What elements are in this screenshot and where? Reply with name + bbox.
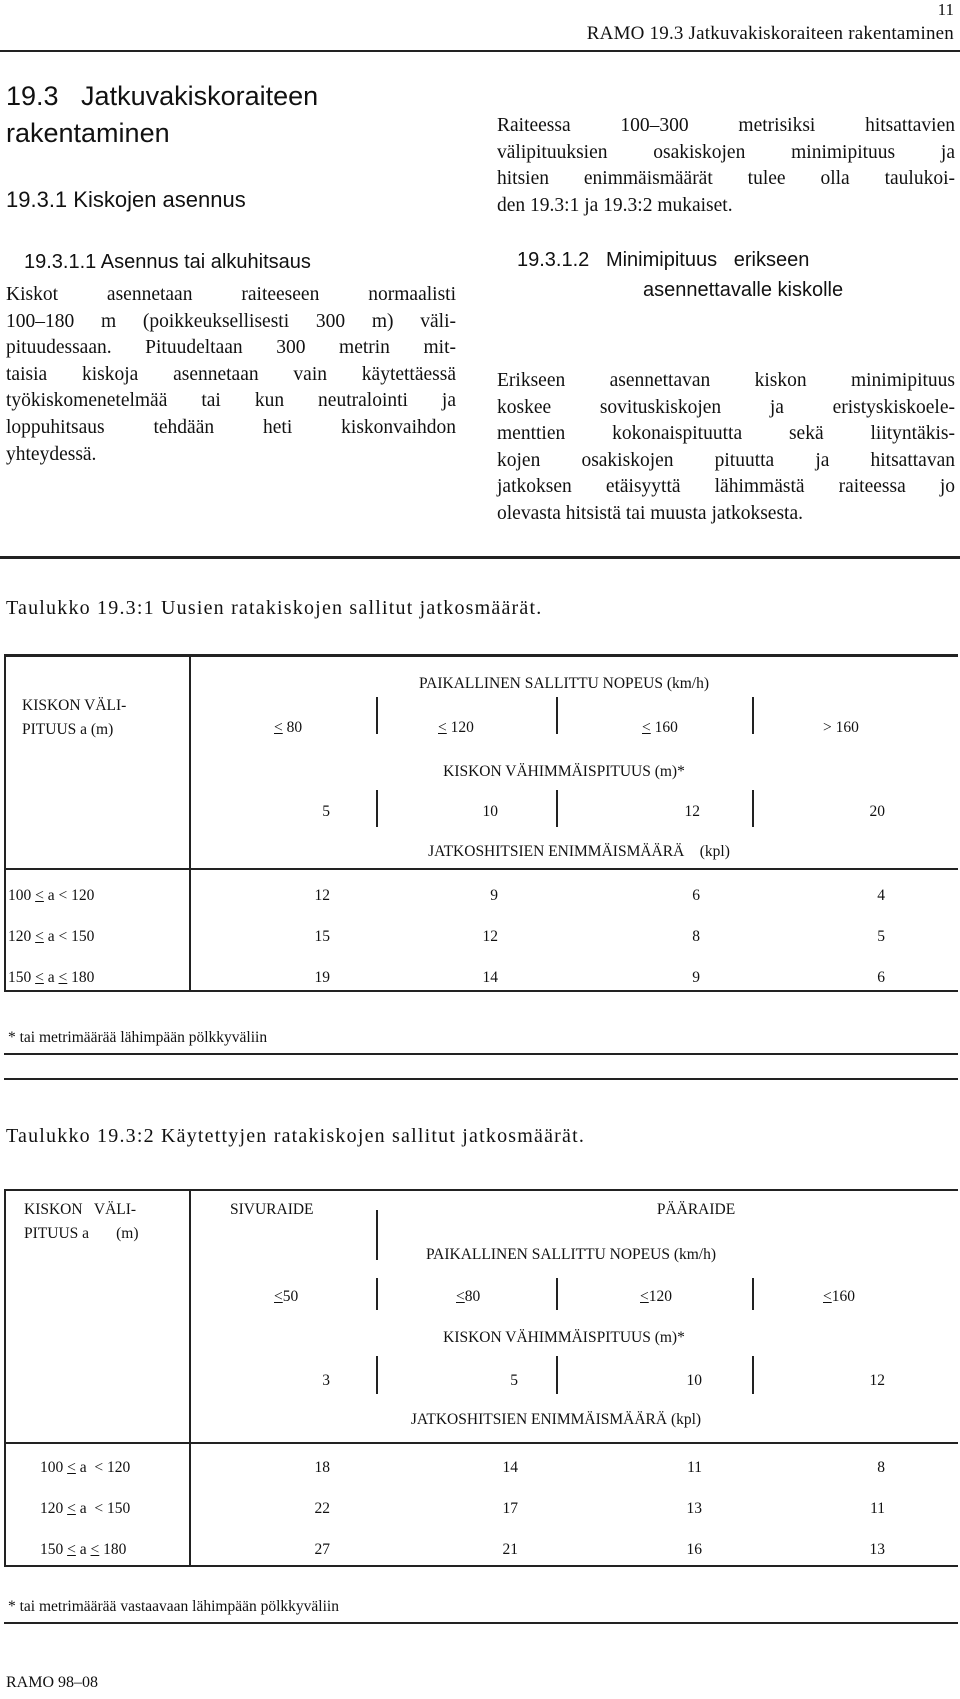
table2-min-length: 5 (510, 1372, 518, 1389)
text-line: kojen osakiskojen pituutta ja hitsattavan (497, 449, 955, 471)
page-number: 11 (937, 0, 954, 19)
table-cell: 13 (686, 1500, 702, 1517)
text-line: Raiteessa 100–300 metrisiksi hitsattavien (497, 115, 955, 136)
table1-speed-label: PAIKALLINEN SALLITTU NOPEUS (km/h) (418, 675, 710, 692)
table-row-range: 100 < a < 120 (40, 1459, 131, 1476)
table-cell: 9 (490, 887, 498, 904)
table2-row-header-line2: PITUUS a (m) (24, 1225, 139, 1242)
table2-speed-3: <120 (640, 1288, 672, 1305)
section-rule (0, 556, 960, 559)
table1-caption: Taulukko 19.3:1 Uusien ratakiskojen sallitut jatkosmäärät. (6, 597, 543, 619)
table-cell: 18 (314, 1459, 330, 1476)
text-line: välipituuksien osakiskojen minimipituus ja (497, 141, 955, 163)
table-row-range: 120 < a < 150 (8, 928, 95, 945)
section-title-line2: rakentaminen (6, 118, 170, 148)
table1-min-length: 10 (482, 803, 498, 820)
table-cell: 14 (502, 1459, 518, 1476)
table2-max-welds-label: JATKOSHITSIEN ENIMMÄISMÄÄRÄ (kpl) (410, 1411, 702, 1428)
subsubsection-title-2-line1: 19.3.1.2 Minimipituus erikseen (517, 249, 810, 271)
table-cell: 21 (502, 1541, 518, 1558)
text-line: työkiskomenetelmää tai kun neutralointi ja (6, 390, 456, 412)
table-cell: 27 (314, 1541, 330, 1558)
table1-speed-2: < 120 (438, 719, 474, 736)
subsection-title: 19.3.1 Kiskojen asennus (6, 187, 246, 212)
section-title (6, 78, 318, 152)
table2-speed-1: <50 (274, 1288, 299, 1305)
table-cell: 12 (314, 887, 330, 904)
table2-min-length: 12 (869, 1372, 885, 1389)
table1-min-length: 12 (684, 803, 700, 820)
table-cell: 13 (869, 1541, 885, 1558)
table1-row-header-line1: KISKON VÄLI- (22, 697, 127, 714)
footer-doc-id: RAMO 98–08 (6, 1674, 99, 1691)
section-title-line1: 19.3 Jatkuvakiskoraiteen (6, 81, 319, 111)
table-cell: 11 (687, 1459, 702, 1476)
table-cell: 14 (482, 969, 498, 986)
text-line: pituudessaan. Pituudeltaan 300 metrin mit- (6, 337, 456, 359)
table1-min-length: 20 (869, 803, 885, 820)
text-line: Kiskot asennetaan raiteeseen normaalisti (6, 284, 456, 305)
table-cell: 22 (314, 1500, 330, 1517)
table2-main-label: PÄÄRAIDE (656, 1201, 736, 1218)
table2-speed-4: <160 (823, 1288, 855, 1305)
subsubsection-title-2 (517, 245, 955, 305)
table2-min-length-label: KISKON VÄHIMMÄISPITUUS (m)* (443, 1329, 685, 1346)
table2-footnote: * tai metrimäärää vastaavaan lähimpään pölkkyväliin (8, 1598, 339, 1615)
table2-speed-2: <80 (456, 1288, 481, 1305)
table-row-range: 150 < a < 180 (40, 1541, 127, 1558)
text-line: loppuhitsaus tehdään heti kiskonvaihdon (6, 416, 456, 438)
left-paragraph (6, 282, 456, 468)
table1-speed-4: > 160 (823, 719, 859, 736)
right-paragraph-1 (497, 113, 955, 219)
table-cell: 17 (502, 1500, 518, 1517)
table-cell: 19 (314, 969, 330, 986)
text-line: taisia kiskoja asennetaan vain käytettäessä (6, 363, 456, 385)
table2-siding-label: SIVURAIDE (230, 1201, 314, 1218)
table2-min-length: 10 (686, 1372, 702, 1389)
subsubsection-title: 19.3.1.1 Asennus tai alkuhitsaus (24, 251, 311, 273)
table2-speed-label: PAIKALLINEN SALLITTU NOPEUS (km/h) (425, 1246, 717, 1263)
table-cell: 4 (877, 887, 885, 904)
table-cell: 8 (877, 1459, 885, 1476)
table-cell: 16 (686, 1541, 702, 1558)
table-row-range: 100 < a < 120 (8, 887, 95, 904)
text-line: yhteydessä. (6, 443, 97, 465)
table-cell: 9 (692, 969, 700, 986)
table-cell: 8 (692, 928, 700, 945)
table2-caption: Taulukko 19.3:2 Käytettyjen ratakiskojen sallitut jatkosmäärät. (6, 1125, 586, 1147)
text-line: menttien kokonaispituutta sekä liityntäkis- (497, 423, 955, 445)
table-cell: 12 (482, 928, 498, 945)
table-cell: 6 (692, 887, 700, 904)
table1-max-welds-label: JATKOSHITSIEN ENIMMÄISMÄÄRÄ (kpl) (428, 843, 730, 860)
table-cell: 6 (877, 969, 885, 986)
text-line: koskee sovituskiskojen ja eristyskiskoele- (497, 396, 955, 418)
table1-min-length-label: KISKON VÄHIMMÄISPITUUS (m)* (443, 763, 685, 780)
running-head: RAMO 19.3 Jatkuvakiskoraiteen rakentaminen (586, 23, 954, 44)
text-line: olevasta hitsistä tai muusta jatkoksesta. (497, 502, 803, 524)
table-row-range: 120 < a < 150 (40, 1500, 131, 1517)
table1-min-length: 5 (322, 803, 330, 820)
table1-row-header-line2: PITUUS a (m) (22, 721, 114, 738)
text-line: hitsien enimmäismäärät tulee olla taulukoi- (497, 168, 955, 190)
table-cell: 15 (314, 928, 330, 945)
header-rule (0, 50, 960, 52)
text-line: 100–180 m (poikkeuksellisesti 300 m) väli- (6, 310, 456, 332)
subsubsection-title-2-line2: asennettavalle kiskolle (643, 279, 844, 301)
table2-row-header-line1: KISKON VÄLI- (24, 1201, 137, 1218)
table-row-range: 150 < a < 180 (8, 969, 95, 986)
text-line: den 19.3:1 ja 19.3:2 mukaiset. (497, 194, 733, 216)
table-cell: 5 (877, 928, 885, 945)
table2-min-length: 3 (322, 1372, 330, 1389)
table1-footnote: * tai metrimäärää lähimpään pölkkyväliin (8, 1029, 268, 1046)
table1-speed-1: < 80 (274, 719, 303, 736)
table1-speed-3: < 160 (642, 719, 678, 736)
table-cell: 11 (870, 1500, 885, 1517)
text-line: Erikseen asennettavan kiskon minimipituus (497, 370, 955, 391)
right-paragraph-2 (497, 368, 955, 528)
text-line: jatkoksen etäisyyttä lähimmästä raiteessa jo (497, 476, 955, 498)
